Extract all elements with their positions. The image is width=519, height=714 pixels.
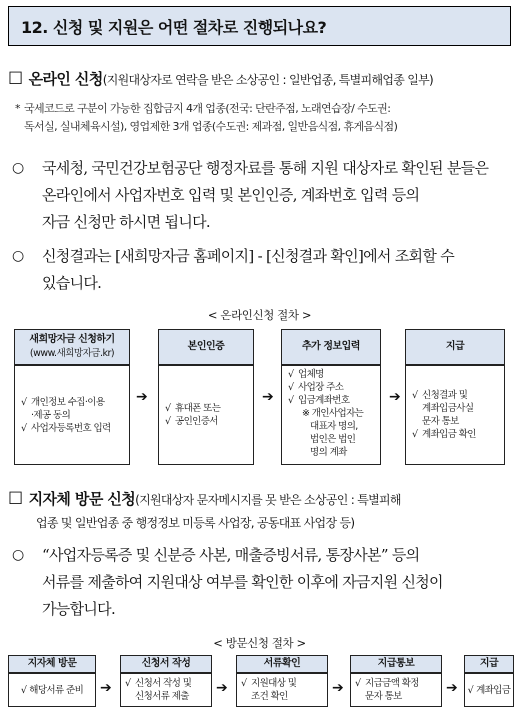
flow-item: √ 계좌입금: [467, 684, 511, 696]
flow-item: 신청서류 제출: [135, 691, 189, 702]
flow-item: 문자 통보: [422, 416, 459, 427]
flow-item-note: 명의 계좌: [310, 447, 347, 458]
flow-step-header-label: 지자체 방문: [27, 658, 77, 669]
paragraph-line: 서류를 제출하여 지원대상 여부를 확인한 이후에 자금지원 신청이: [42, 573, 443, 591]
online-heading-title: 온라인 신청: [28, 70, 103, 88]
check-icon: √: [20, 684, 27, 696]
flow-step-auth-header: [158, 329, 254, 365]
flow-step-header-label: 지급: [445, 341, 465, 352]
flow-arrow-icon: ➔: [332, 680, 344, 696]
check-icon: √: [412, 429, 418, 440]
flow-arrow-icon: ➔: [216, 680, 228, 696]
check-icon: √: [165, 416, 171, 427]
paragraph-line: 국세청, 국민건강보험공단 행정자료를 통해 지원 대상자로 확인된 분들은: [42, 159, 489, 177]
visit-step-2-header: [120, 655, 212, 673]
checkbox-square-icon: ☐: [8, 69, 23, 89]
visit-heading-sub-2: 업종 및 일반업종 중 행정정보 미등록 사업장, 공동대표 사업장 등): [36, 516, 355, 530]
visit-step-1-body: [8, 673, 96, 707]
flow-step-auth-body: [158, 365, 254, 465]
flow-item: √ 공인인증서: [165, 416, 218, 427]
visit-step-1-header: [8, 655, 96, 673]
flow-step-header-label: 지급: [479, 658, 499, 669]
online-paragraph-2: [12, 243, 517, 297]
paragraph-line: 있습니다.: [42, 274, 102, 292]
flow-step-pay-header: [405, 329, 505, 365]
flow-item-note: ※ 개인사업자는: [302, 408, 364, 419]
flow-arrow-icon: ➔: [136, 389, 148, 405]
note-line-2: 독서실, 실내체육시설), 영업제한 3개 업종(수도권: 제과점, 일반음식점, 휴게음식점): [24, 120, 398, 133]
flow-step-info-body: [281, 365, 381, 465]
paragraph-line: 자금 신청만 하시면 됩니다.: [42, 213, 210, 231]
visit-step-4-header: [350, 655, 442, 673]
flow-item: 조건 확인: [251, 691, 288, 702]
flow-step-header-label: 추가 정보입력: [302, 341, 360, 352]
check-icon: √: [355, 678, 361, 689]
flow-item: √ 사업자등록번호 입력: [21, 422, 111, 434]
flow-item-note: 대표자 명의,: [310, 421, 358, 432]
circle-bullet-icon: ○: [12, 547, 24, 563]
flow-step-info-header: [281, 329, 381, 365]
flow-item: √ 지원대상 및: [241, 678, 297, 689]
check-icon: √: [21, 396, 27, 408]
flow-step-header-label: 신청서 작성: [141, 658, 191, 669]
visit-step-2-body: [120, 673, 212, 707]
flow-item: ·제공 동의: [31, 409, 71, 421]
online-paragraph-1: [12, 155, 517, 236]
visit-section-heading: [8, 488, 401, 509]
paragraph-line: 온라인에서 사업자번호 입력 및 본인인증, 계좌번호 입력 등의: [42, 186, 420, 204]
visit-step-5-header: [464, 655, 514, 673]
checkbox-square-icon: ☐: [8, 489, 23, 509]
visit-step-4-body: [350, 673, 442, 707]
flow-arrow-icon: ➔: [100, 680, 112, 696]
visit-flow-title: < 방문신청 절차 >: [213, 636, 306, 650]
note-asterisk-icon: *: [15, 102, 20, 115]
flow-item: √ 계좌입금 확인: [412, 429, 476, 440]
visit-step-5-body: [464, 673, 514, 707]
visit-step-3-header: [236, 655, 328, 673]
flow-step-apply-body: [14, 365, 130, 465]
flow-item: √ 사업장 주소: [288, 382, 344, 393]
flow-item: √ 신청결과 및: [412, 390, 468, 401]
flow-item: √ 개인정보 수집·이용: [21, 396, 105, 408]
check-icon: √: [241, 678, 247, 689]
flow-item: √ 지급금액 확정: [355, 678, 419, 689]
flow-item: √ 업체명: [288, 369, 324, 380]
online-heading-sub: (지원대상자로 연락을 받은 소상공인 : 일반업종, 특별피해업종 일부): [102, 73, 434, 87]
visit-heading-title: 지자체 방문 신청: [28, 490, 136, 508]
flow-step-header-label: 지급통보: [377, 658, 415, 669]
online-section-heading: [8, 68, 433, 89]
flow-item: √ 신청서 작성 및: [125, 678, 192, 689]
visit-heading-sub: (지원대상자 문자메시지를 못 받은 소상공인 : 특별피해: [135, 493, 401, 507]
flow-item: √ 휴대폰 또는: [165, 403, 221, 414]
paragraph-line: 가능합니다.: [42, 600, 116, 618]
check-icon: √: [467, 684, 474, 696]
flow-arrow-icon: ➔: [262, 389, 274, 405]
paragraph-line: “사업자등록증 및 신분증 사본, 매출증빙서류, 통장사본” 등의: [42, 546, 420, 564]
flow-step-header-url: (www.새희망자금.kr): [29, 348, 115, 359]
visit-step-3-body: [236, 673, 328, 707]
check-icon: √: [21, 422, 27, 434]
flow-arrow-icon: ➔: [389, 389, 401, 405]
flow-arrow-icon: ➔: [446, 680, 458, 696]
paragraph-line: 신청결과는 [새희망자금 홈페이지] - [신청결과 확인]에서 조회할 수: [42, 247, 454, 265]
page-title: [8, 6, 511, 46]
check-icon: √: [288, 369, 294, 380]
check-icon: √: [165, 403, 171, 414]
flow-item: √ 입금계좌번호: [288, 395, 350, 406]
flow-item-note: 법인은 법인: [310, 434, 356, 445]
circle-bullet-icon: ○: [12, 160, 24, 176]
circle-bullet-icon: ○: [12, 248, 24, 264]
check-icon: √: [288, 382, 294, 393]
online-note: [15, 100, 514, 136]
page-title-text: 12. 신청 및 지원은 어떤 절차로 진행되나요?: [21, 17, 327, 37]
flow-item: 계좌입금사실: [422, 403, 474, 414]
note-line-1: 국세코드로 구분이 가능한 집합금지 4개 업종(전국: 단란주점, 노래연습장/ 수도권:: [24, 102, 391, 115]
visit-paragraph: [12, 542, 517, 623]
flow-item: 문자 통보: [365, 691, 402, 702]
online-flow-title: < 온라인신청 절차 >: [207, 308, 312, 322]
flow-step-apply-header: [14, 329, 130, 365]
check-icon: √: [288, 395, 294, 406]
flow-step-header-label: 서류확인: [263, 658, 301, 669]
check-icon: √: [412, 390, 418, 401]
flow-item: √ 해당서류 준비: [20, 684, 84, 696]
flow-step-header-label: 본인인증: [187, 341, 225, 352]
flow-step-pay-body: [405, 365, 505, 465]
check-icon: √: [125, 678, 131, 689]
flow-step-header-label: 새희망자금 신청하기: [29, 334, 115, 345]
